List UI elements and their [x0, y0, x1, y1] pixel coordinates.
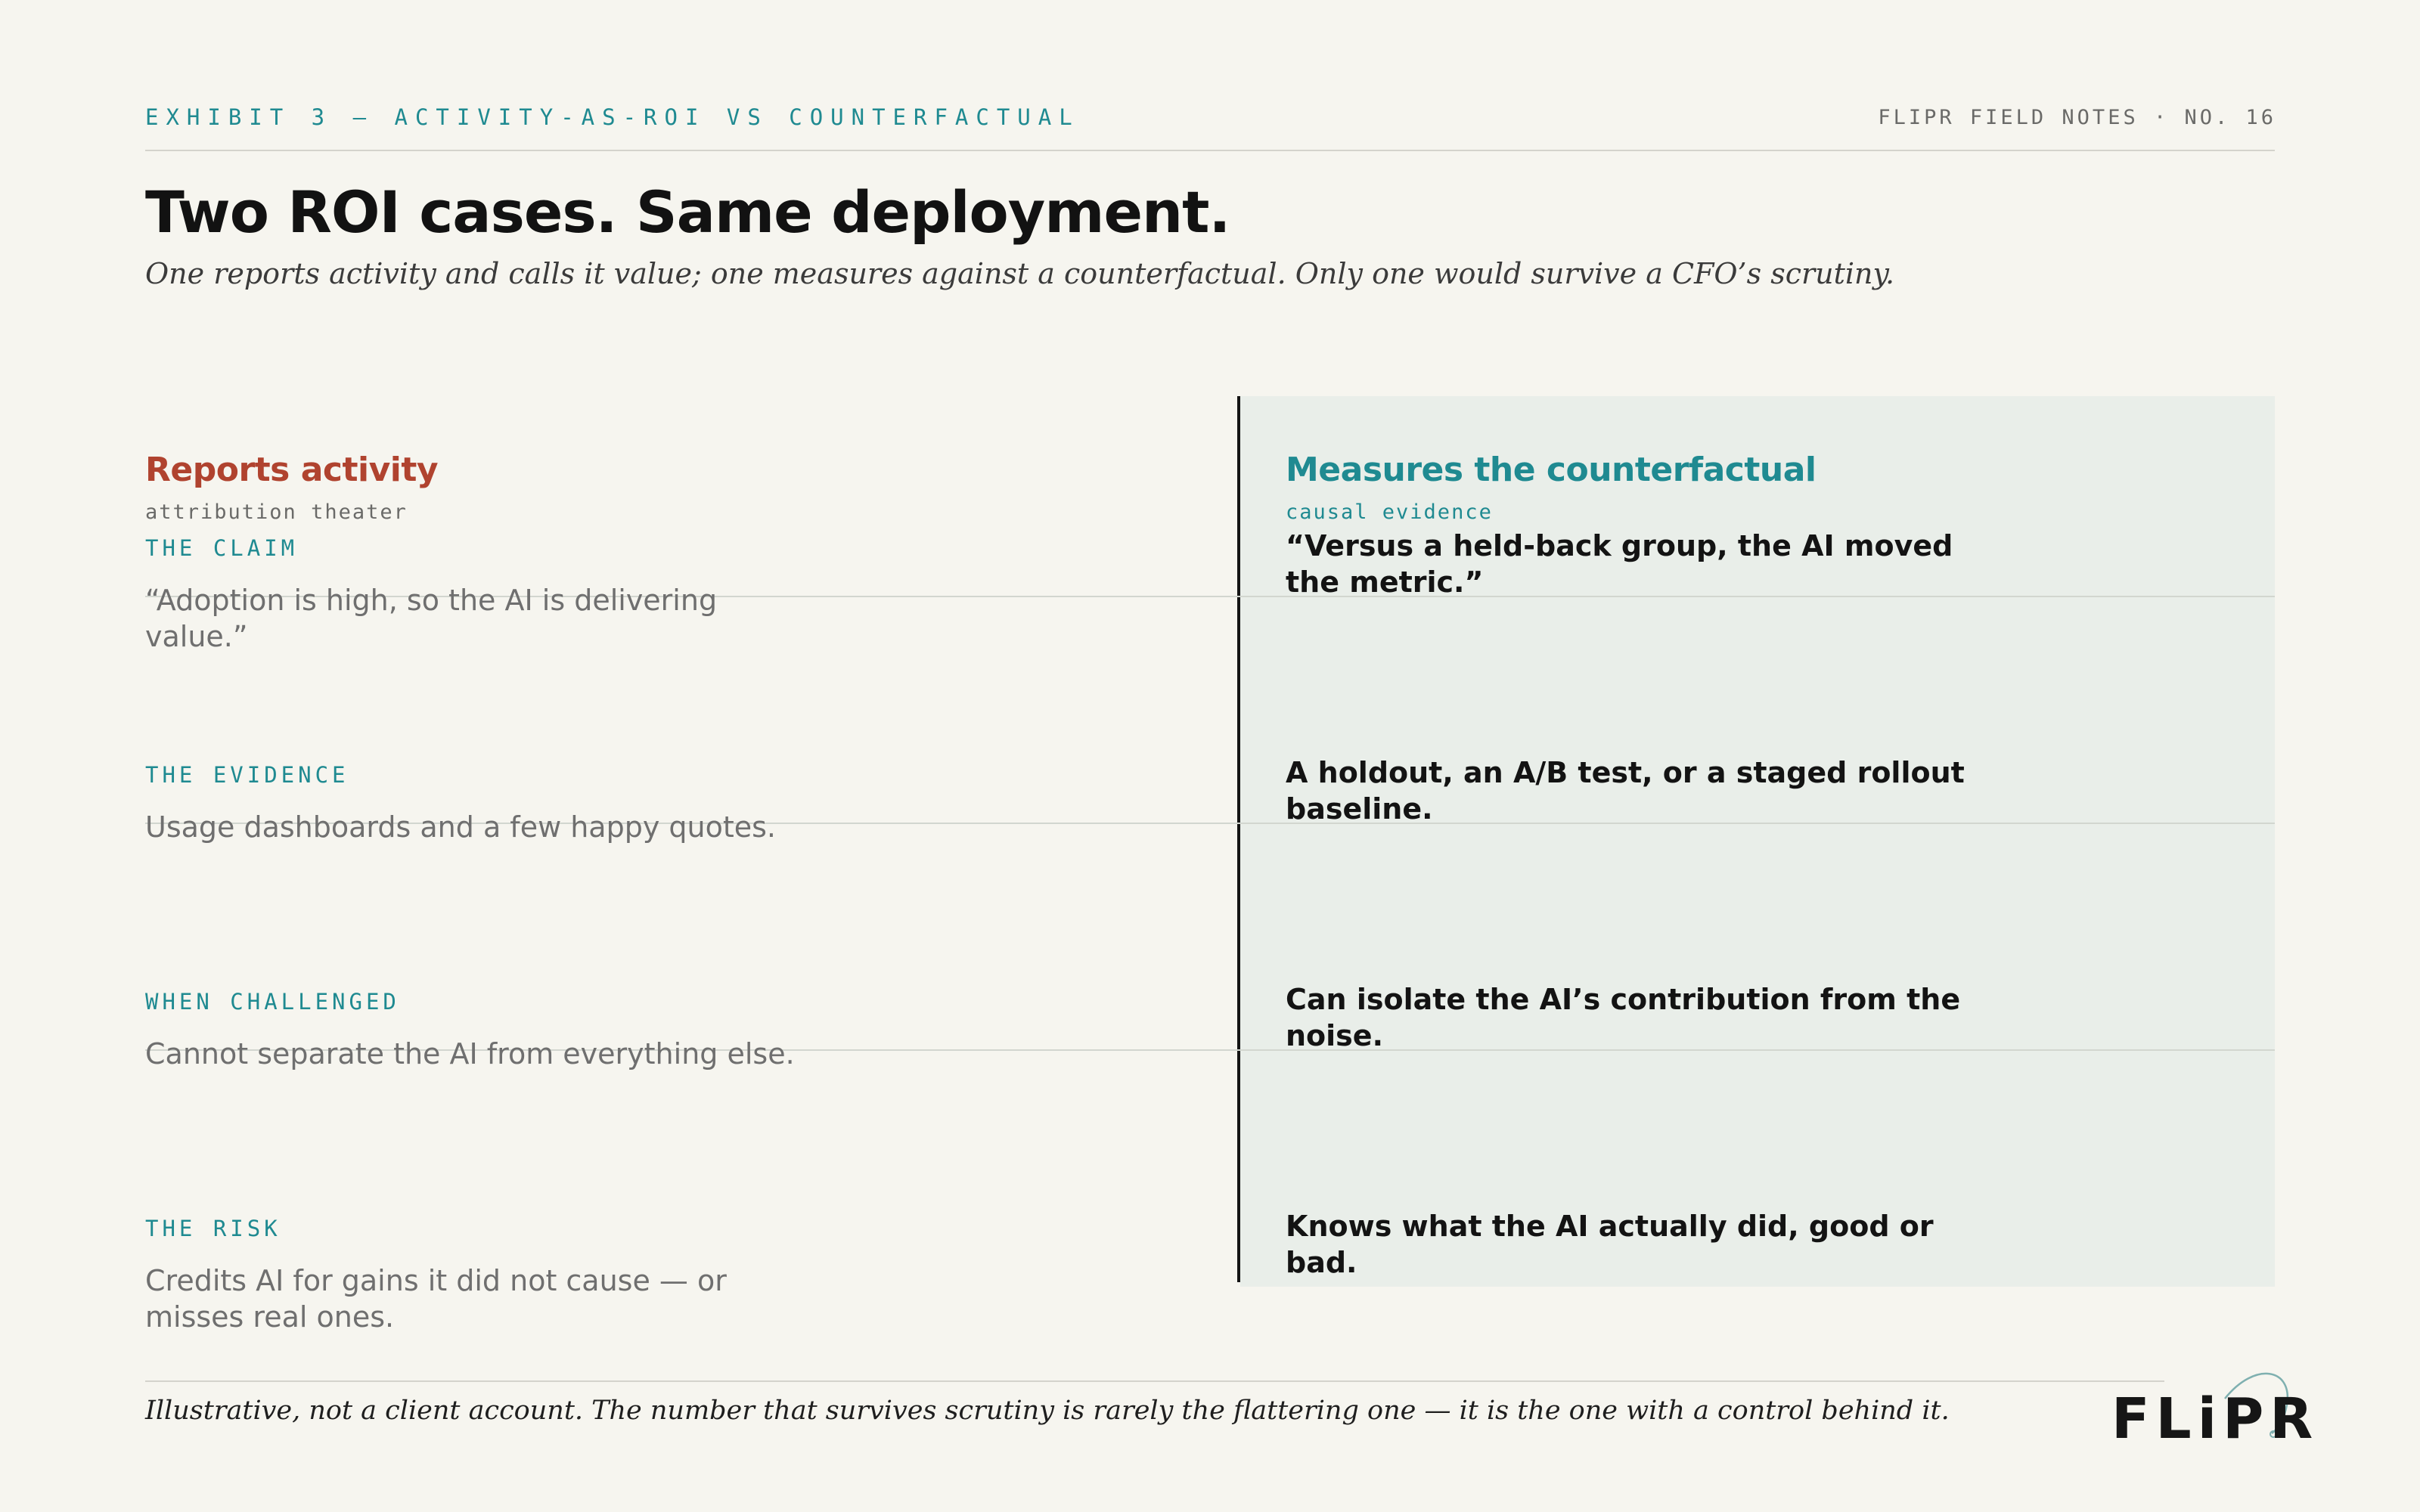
evidence-counterfactual-text: A holdout, an A/B test, or a staged rollout baseline. [1286, 756, 1965, 826]
right-column-heading: Measures the counterfactual [1286, 451, 1817, 489]
row-label-risk: THE RISK [145, 1216, 281, 1241]
header-divider [145, 150, 2275, 151]
claim-counterfactual-text: “Versus a held-back group, the AI moved the metric.” [1286, 529, 1953, 599]
page-subtitle: One reports activity and calls it value; one measures against a counterfactual. Only one would survive a CFO’s scrutiny. [145, 257, 1895, 290]
challenged-counterfactual-text: Can isolate the AI’s contribution from the noise. [1286, 983, 1961, 1052]
column-divider [1237, 396, 1240, 1282]
left-column-subheading: attribution theater [145, 500, 408, 524]
right-column-subheading: causal evidence [1286, 500, 1493, 524]
evidence-activity-text: Usage dashboards and a few happy quotes. [145, 810, 777, 844]
exhibit-label: EXHIBIT 3 — ACTIVITY-AS-ROI VS COUNTERFACTUAL [145, 104, 1080, 130]
page-title: Two ROI cases. Same deployment. [145, 178, 1230, 246]
challenged-activity-text: Cannot separate the AI from everything else. [145, 1037, 795, 1070]
claim-activity-text: “Adoption is high, so the AI is delivering value.” [145, 584, 718, 653]
footnote: Illustrative, not a client account. The number that survives scrutiny is rarely the flattering one — it is the one with a control behind it. [145, 1396, 1950, 1426]
logo-wordmark: FLiPR [2111, 1387, 2319, 1452]
footer-divider [145, 1380, 2164, 1382]
risk-activity-text: Credits AI for gains it did not cause — or misses real ones. [145, 1264, 727, 1334]
risk-counterfactual-text: Knows what the AI actually did, good or bad. [1286, 1210, 1934, 1279]
row-label-evidence: THE EVIDENCE [145, 762, 349, 788]
row-label-challenged: WHEN CHALLENGED [145, 989, 400, 1015]
row-label-claim: THE CLAIM [145, 535, 299, 561]
flipr-logo [2111, 1361, 2319, 1452]
series-label: FLIPR FIELD NOTES · NO. 16 [1878, 106, 2276, 129]
left-column-heading: Reports activity [145, 451, 439, 489]
